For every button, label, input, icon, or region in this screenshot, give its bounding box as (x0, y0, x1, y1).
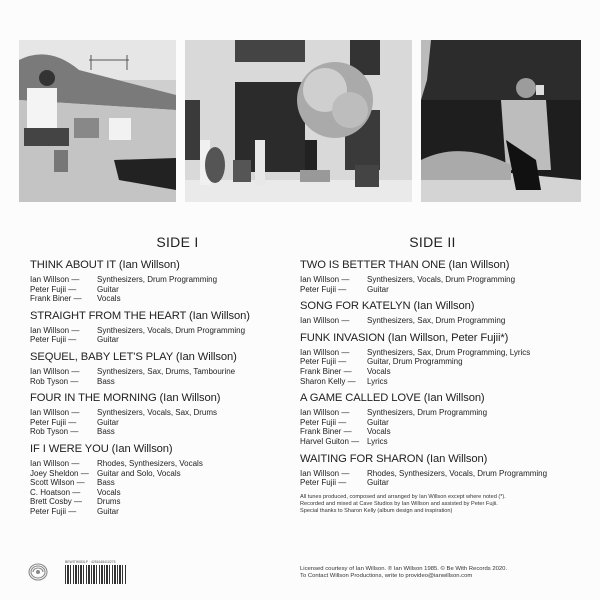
credit-row (30, 459, 285, 469)
credit-role: Synthesizers, Sax, Drum Programming (367, 316, 506, 326)
note-line: All tunes produced, composed and arranged by Ian Willson except where noted (*). (300, 494, 506, 500)
credit-name: Peter Fujii — (300, 284, 347, 294)
track-title: SEQUEL, BABY LET'S PLAY (Ian Willson) (30, 350, 237, 363)
photo-band (185, 40, 412, 202)
license-line: To Contact Willson Productions, write to provideo@ianwillson.com (300, 573, 473, 580)
track (300, 300, 585, 326)
credit-name: Ian Willson — (30, 366, 80, 376)
be-with-records-logo-icon (26, 563, 50, 581)
photo-lake (421, 40, 581, 202)
credit-role: Lyrics (367, 376, 388, 386)
credit-role: Bass (97, 427, 115, 437)
credit-name: Frank Biner — (300, 366, 352, 376)
credit-row (300, 285, 585, 295)
credit-role: Rhodes, Synthesizers, Vocals, Drum Programming (367, 468, 548, 478)
credit-role: Lyrics (367, 436, 388, 446)
credit-role: Bass (97, 376, 115, 386)
credit-row (30, 285, 285, 295)
credit-name: Joey Sheldon — (30, 468, 89, 478)
credit-role: Synthesizers, Vocals, Sax, Drums (97, 408, 218, 418)
track-title: IF I WERE YOU (Ian Willson) (30, 442, 173, 455)
side-one-tracklist (30, 234, 285, 523)
track (30, 443, 285, 517)
track (300, 392, 585, 446)
credit-role: Synthesizers, Drum Programming (367, 408, 488, 418)
credit-name: Rob Tyson — (30, 376, 79, 386)
credit-role: Guitar, Drum Programming (367, 357, 463, 367)
credit-row (30, 478, 285, 488)
credit-role: Synthesizers, Sax, Drums, Tambourine (97, 366, 236, 376)
credit-row (300, 348, 585, 358)
credit-row (30, 275, 285, 285)
credit-row (30, 427, 285, 437)
credit-name: Rob Tyson — (30, 427, 79, 437)
credit-name: Ian Willson — (300, 408, 350, 418)
credit-role: Guitar (97, 417, 119, 427)
barcode-bars (65, 565, 126, 584)
credit-row (300, 377, 585, 387)
credit-name: Ian Willson — (300, 316, 350, 326)
credit-role: Vocals (97, 294, 121, 304)
credit-role: Vocals (367, 366, 391, 376)
credit-name: Frank Biner — (30, 294, 82, 304)
credit-name: Ian Willson — (30, 408, 80, 418)
credit-name: Sharon Kelly — (300, 376, 356, 386)
credit-name: Ian Willson — (30, 275, 80, 284)
credit-name: Harvel Guiton — (300, 436, 360, 446)
track (30, 351, 285, 386)
track (300, 453, 585, 488)
credit-role: Guitar (97, 335, 119, 345)
credit-row (30, 377, 285, 387)
credit-role: Vocals (367, 427, 391, 437)
credit-name: Scott Wilson — (30, 478, 85, 488)
side-one-title: SIDE I (156, 234, 199, 250)
credit-row (30, 507, 285, 517)
track-title: FOUR IN THE MORNING (Ian Willson) (30, 392, 221, 405)
credit-role: Rhodes, Synthesizers, Vocals (97, 458, 203, 468)
credit-name: Peter Fujii — (300, 357, 347, 367)
credit-row (300, 427, 585, 437)
credit-name: Peter Fujii — (300, 417, 347, 427)
credit-name: Ian Willson — (300, 468, 350, 478)
barcode-label: BEWITH083LP · 4251648410275 (65, 560, 116, 564)
credit-role: Bass (97, 478, 115, 488)
credit-role: Guitar (97, 506, 119, 516)
license-text (300, 566, 585, 581)
credit-name: Frank Biner — (300, 427, 352, 437)
credit-role: Guitar (367, 284, 389, 294)
credit-row (30, 367, 285, 377)
photo-beach (19, 40, 176, 202)
side-two-tracklist (300, 234, 585, 494)
band-photo-image (185, 40, 412, 202)
track-title: WAITING FOR SHARON (Ian Willson) (300, 452, 488, 465)
credit-row (300, 478, 585, 488)
credit-row (300, 418, 585, 428)
credit-row (300, 275, 585, 285)
track-title: THINK ABOUT IT (Ian Willson) (30, 259, 180, 271)
credit-row (300, 469, 585, 479)
credit-role: Synthesizers, Sax, Drum Programming, Lyrics (367, 347, 531, 357)
side-two-title: SIDE II (409, 234, 456, 250)
beach-photo-image (19, 40, 176, 202)
credit-row (30, 326, 285, 336)
credit-name: Ian Willson — (30, 458, 80, 468)
credit-name: Peter Fujii — (30, 335, 77, 345)
lake-photo-image (421, 40, 581, 202)
credit-name: Ian Willson — (30, 325, 80, 335)
credit-role: Guitar (367, 417, 389, 427)
credit-name: Peter Fujii — (300, 478, 347, 488)
credit-name: Brett Cosby — (30, 497, 83, 507)
credit-role: Synthesizers, Vocals, Drum Programming (97, 325, 246, 335)
credit-role: Guitar and Solo, Vocals (97, 468, 181, 478)
barcode (65, 560, 126, 584)
track-title: FUNK INVASION (Ian Willson, Peter Fujii*) (300, 331, 509, 344)
credit-role: Drums (97, 497, 121, 507)
credit-row (300, 357, 585, 367)
credit-role: Synthesizers, Drum Programming (97, 275, 218, 284)
credit-row (30, 488, 285, 498)
track-title: SONG FOR KATELYN (Ian Willson) (300, 300, 475, 313)
credit-row (300, 316, 585, 326)
credit-row (30, 497, 285, 507)
credit-name: Peter Fujii — (30, 284, 77, 294)
credit-row (300, 437, 585, 447)
track-title: TWO IS BETTER THAN ONE (Ian Willson) (300, 259, 510, 271)
credit-row (30, 469, 285, 479)
credit-name: Peter Fujii — (30, 506, 77, 516)
credit-name: C. Hoatson — (30, 487, 81, 497)
track-title: A GAME CALLED LOVE (Ian Willson) (300, 392, 485, 405)
credit-row (30, 408, 285, 418)
credit-name: Peter Fujii — (30, 417, 77, 427)
note-line: Recorded and mixed at Cave Studios by Ian Willson and assisted by Peter Fujii. (300, 501, 498, 508)
credit-role: Vocals (97, 487, 121, 497)
track (30, 392, 285, 437)
license-line: Licensed courtesy of Ian Willson. ℗ Ian Willson 1985. © Be With Records 2020. (300, 566, 508, 572)
credit-row (30, 335, 285, 345)
credit-role: Guitar (367, 478, 389, 488)
credit-role: Synthesizers, Vocals, Drum Programming (367, 275, 516, 284)
credit-role: Guitar (97, 284, 119, 294)
credit-row (30, 294, 285, 304)
track-title: STRAIGHT FROM THE HEART (Ian Willson) (30, 309, 250, 322)
credit-row (300, 367, 585, 377)
track (30, 310, 285, 345)
credit-row (30, 418, 285, 428)
production-notes (300, 494, 585, 516)
credit-name: Ian Willson — (300, 275, 350, 284)
credit-name: Ian Willson — (300, 347, 350, 357)
track (30, 259, 285, 304)
note-line: Special thanks to Sharon Kelly (album design and inspiration) (300, 508, 453, 515)
credit-row (300, 408, 585, 418)
track (300, 259, 585, 294)
track (300, 332, 585, 386)
